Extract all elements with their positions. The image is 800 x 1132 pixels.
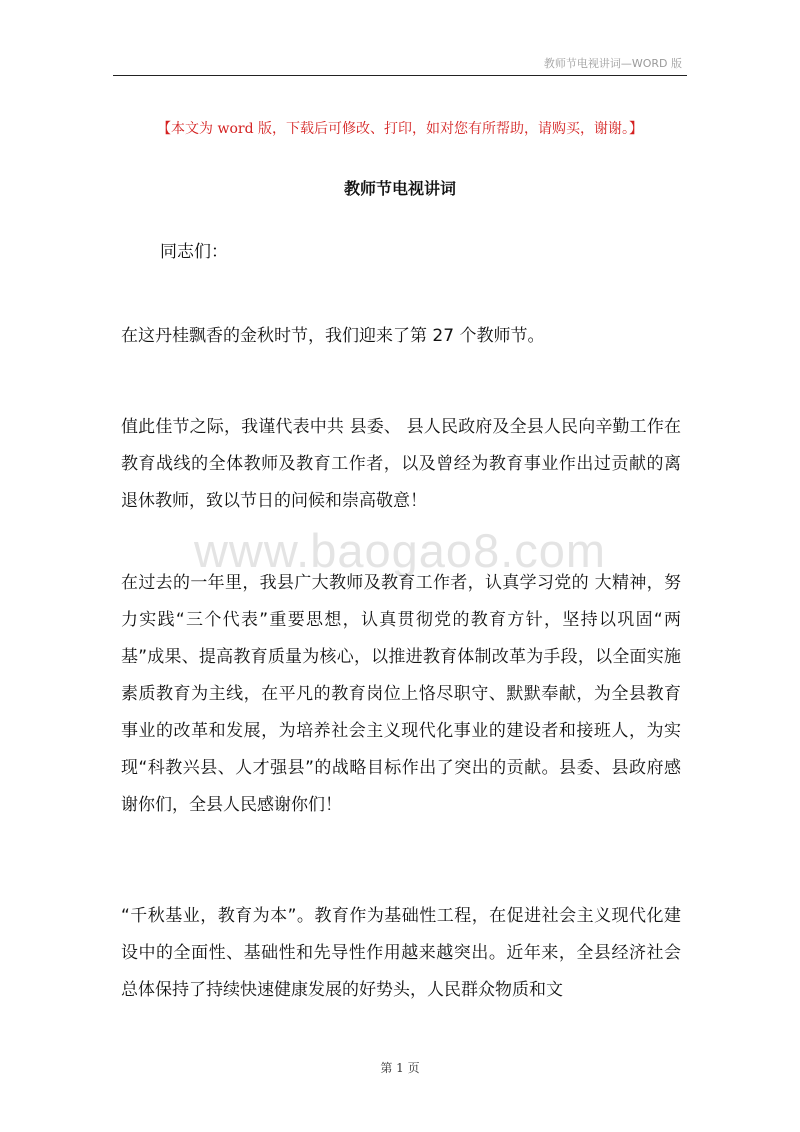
greeting: 同志们： [160, 242, 228, 262]
watermark-text: www.baogao8.com [193, 524, 607, 577]
header-divider [113, 75, 687, 76]
page-number: 第 1 页 [380, 1061, 420, 1075]
paragraph-3: 在过去的一年里，我县广大教师及教育工作者，认真学习党的 大精神，努力实践“三个代表”重要思想，认真贯彻党的教育方针，坚持以巩固“两基”成果、提高教育质量为核心，以推进教育体制改革为手段，以全面实施素质教育为主线，在平凡的教育岗位上恪尽职守、默默奉献，为全县教育事业的改革和发展，为培养社会主义现代化事业的建设者和接班人，为实现“科教兴县、人才强县”的战略目标作出了突出的贡献。县委、县政府感谢你们，全县人民感谢你们！ [121, 573, 681, 815]
paragraph-2: 值此佳节之际，我谨代表中共 县委、 县人民政府及全县人民向辛勤工作在教育战线的全体教师及教育工作者，以及曾经为教育事业作出过贡献的离退休教师，致以节日的问候和崇高敬意！ [121, 417, 681, 511]
download-notice: 【本文为 word 版，下载后可修改、打印，如对您有所帮助，请购买，谢谢。】 [157, 121, 643, 137]
paragraph-1: 在这丹桂飘香的金秋时节，我们迎来了第 27 个教师节。 [121, 326, 545, 346]
running-header-title: 教师节电视讲词—WORD 版 [543, 57, 682, 70]
paragraph-4: “千秋基业，教育为本”。教育作为基础性工程，在促进社会主义现代化建设中的全面性、基础性和先导性作用越来越突出。近年来，全县经济社会总体保持了持续快速健康发展的好势头，人民群众物质和文 [121, 906, 681, 1000]
document-title: 教师节电视讲词 [343, 179, 456, 198]
